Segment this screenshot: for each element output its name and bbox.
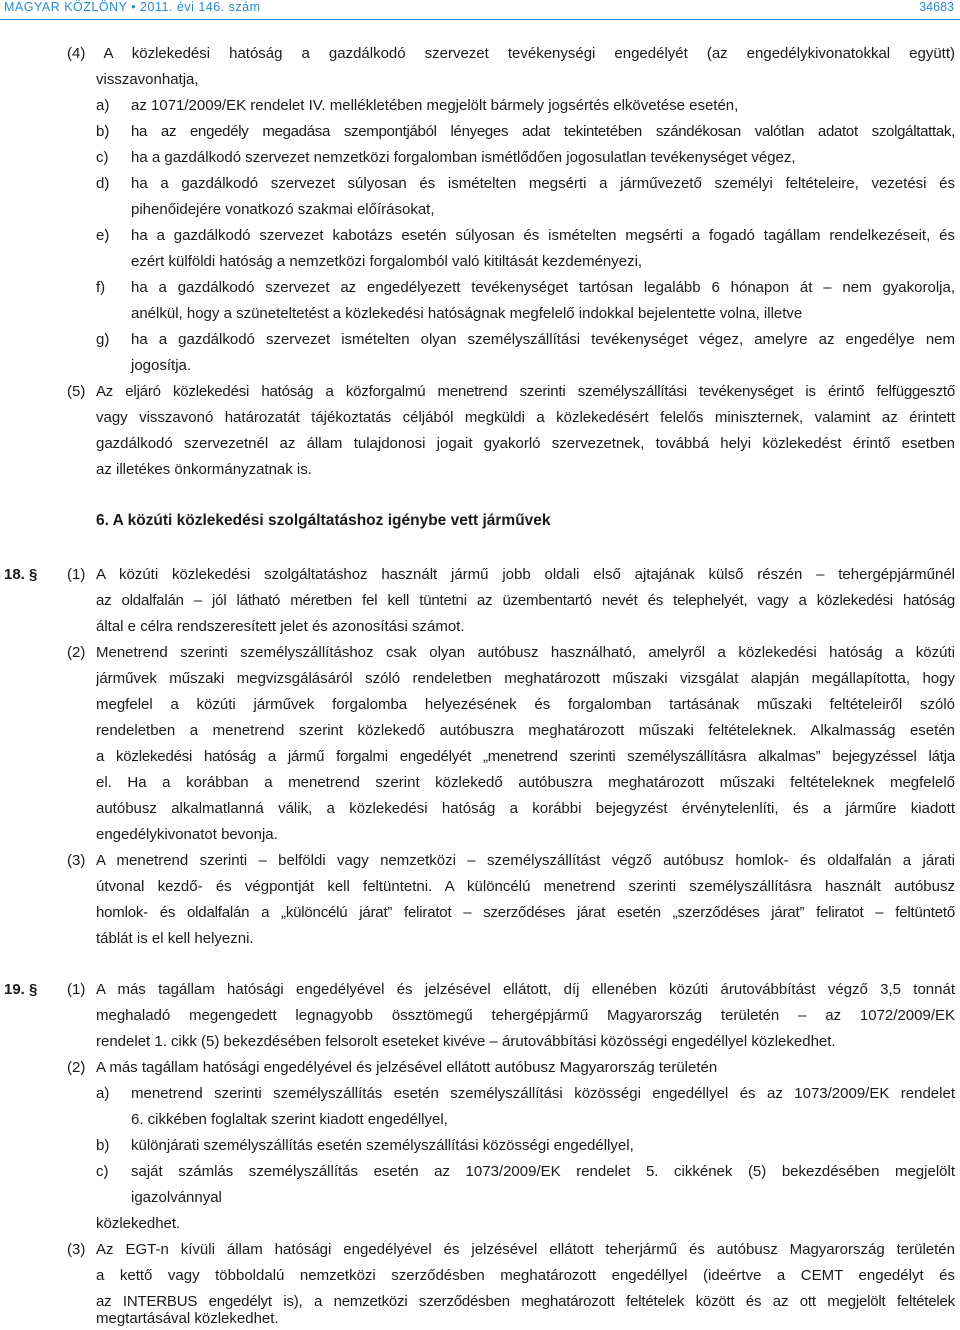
list-label: c)	[96, 1163, 109, 1180]
paragraph-number: (1)	[67, 981, 86, 998]
paragraph-line: el. Ha a korábban a menetrend szerint közlekedő autóbuszra meghatározott műszaki feltételeknek megfelelő	[96, 774, 955, 791]
journal-title: MAGYAR KÖZLÖNY • 2011. évi 146. szám	[4, 0, 261, 14]
list-item-text: ha a gazdálkodó szervezet az engedélyezett tevékenységet tartósan legalább 6 hónapon át – nem gyakorolja,	[131, 279, 955, 296]
paragraph-line: rendelet 1. cikk (5) bekezdésében felsorolt eseteket kivéve – árutovábbítási közösségi engedéllyel közlekedhet.	[96, 1033, 836, 1050]
paragraph-line: rendeletben a menetrend szerint közlekedő autóbuszra meghatározott műszaki feltételeknek. Alkalmasság esetén	[96, 722, 955, 739]
paragraph-number: (5)	[67, 383, 86, 400]
paragraph-number: (2)	[67, 644, 86, 661]
section-heading: 6. A közúti közlekedési szolgáltatáshoz igénybe vett járművek	[96, 512, 551, 529]
paragraph-line: Menetrend szerinti személyszállításhoz csak olyan autóbusz használható, amelyről a közlekedési hatóság a közúti	[96, 644, 955, 661]
list-item-text: különjárati személyszállítás esetén személyszállítási közösségi engedéllyel,	[131, 1137, 634, 1154]
list-label: a)	[96, 1085, 110, 1102]
list-label: c)	[96, 149, 109, 166]
paragraph-line: A menetrend szerinti – belföldi vagy nemzetközi – személyszállítást végző autóbusz homlok- és oldalfalán a járati	[96, 852, 955, 869]
list-item-text: ezért külföldi hatóság a nemzetközi forgalomból való kitiltását kezdeményezi,	[131, 253, 643, 270]
paragraph-line: a kettő vagy többoldalú nemzetközi szerződésben meghatározott engedéllyel (ideértve a CEMT engedélyt és	[96, 1267, 955, 1284]
list-item-text: pihenőidejére vonatkozó szakmai előírásokat,	[131, 201, 435, 218]
list-item-text: jogosítja.	[131, 357, 192, 374]
paragraph-line: autóbusz alkalmatlanná válik, a közlekedési hatóság a korábbi bejegyzést érvénytelenlíti, és a járműre kiadott	[96, 800, 955, 817]
paragraph-line: engedélykivonatot bevonja.	[96, 826, 278, 843]
paragraph-number: (3)	[67, 852, 86, 869]
page-number: 34683	[919, 0, 954, 14]
paragraph-line: táblát is el kell helyezni.	[96, 930, 254, 947]
paragraph-line: közlekedhet.	[96, 1215, 181, 1232]
paragraph-line: járművek műszaki megvizsgálásáról szóló rendeletben meghatározott műszaki vizsgálat alapján megállapította, hogy	[96, 670, 955, 687]
paragraph-line: Az eljáró közlekedési hatóság a közforgalmú menetrend szerinti személyszállítási tevékenységet is érintő felfüggesztő	[96, 383, 955, 400]
paragraph-line: az oldalfalán – jól látható méretben fel kell tüntetni az üzembentartó nevét és telephelyét, vagy a közlekedési hatóság	[96, 592, 955, 609]
list-item-text: 6. cikkében foglaltak szerint kiadott engedéllyel,	[131, 1111, 448, 1128]
paragraph-line: vagy visszavonó határozatát tájékoztatás céljából megküldi a közlekedésért felelős miniszternek, valamint az érintett	[96, 409, 955, 426]
page-header	[4, 0, 954, 14]
list-label: f)	[96, 279, 106, 296]
list-item-text: ha a gazdálkodó szervezet nemzetközi forgalomban ismétlődően jogosulatlan tevékenységet végez,	[131, 149, 796, 166]
list-item-text: anélkül, hogy a szüneteltetést a közlekedési hatóságnak megfelelő indokkal bejelentette volna, illetve	[131, 305, 803, 322]
list-label: a)	[96, 97, 110, 114]
paragraph-line: visszavonhatja,	[96, 71, 199, 88]
paragraph-line: (4) A közlekedési hatóság a gazdálkodó szervezet tevékenységi engedélyét (az engedélykivonatokkal együtt)	[67, 45, 955, 62]
paragraph-line: az illetékes önkormányzatnak is.	[96, 461, 312, 478]
list-item-text: ha a gazdálkodó szervezet súlyosan és ismételten megsérti a járművezető személyi feltételeire, vezetési és	[131, 175, 955, 192]
list-item-text: ha az engedély megadása szempontjából lényeges adat tekintetében szándékosan valótlan adatot szolgáltattak,	[131, 123, 955, 140]
section-number: 18. §	[4, 566, 38, 583]
paragraph-number: (1)	[67, 566, 86, 583]
paragraph-line: meghaladó megengedett legnagyobb össztömegű tehergépjármű Magyarország területén – az 1072/2009/EK	[96, 1007, 955, 1024]
paragraph-line: megfelel a közúti járművek forgalomba helyezésének és forgalomban tartásának műszaki feltételeiről szóló	[96, 696, 955, 713]
list-label: e)	[96, 227, 110, 244]
list-label: b)	[96, 1137, 110, 1154]
section-number: 19. §	[4, 981, 38, 998]
paragraph-line: A közúti közlekedési szolgáltatáshoz használt jármű jobb oldali első ajtajának külső részén – tehergépjárműnél	[96, 566, 955, 583]
paragraph-line: útvonal kezdő- és végpontját kell feltüntetni. A különcélú menetrend szerinti személyszállításra használt autóbusz	[96, 878, 955, 895]
paragraph-number: (2)	[67, 1059, 86, 1076]
paragraph-line: által e célra rendszeresített jelet és azonosítási számot.	[96, 618, 465, 635]
paragraph-line: homlok- és oldalfalán a „különcélú járat” feliratot – szerződéses járat esetén „szerződéses járat” feliratot – feltüntető	[96, 904, 955, 921]
paragraph-line: A más tagállam hatósági engedélyével és jelzésével ellátott autóbusz Magyarország területén	[96, 1059, 718, 1076]
paragraph-number: (3)	[67, 1241, 86, 1258]
paragraph-line: megtartásával közlekedhet.	[96, 1310, 279, 1327]
list-item-text: ha a gazdálkodó szervezet kabotázs esetén súlyosan és ismételten megsérti a fogadó tagállam rendelkezéseit, és	[131, 227, 955, 244]
list-label: g)	[96, 331, 110, 348]
paragraph-line: gazdálkodó szervezetnél az állam tulajdonosi jogait gyakorló szervezetnek, továbbá helyi közlekedést érintő esetben	[96, 435, 955, 452]
paragraph-line: a közlekedési hatóság a jármű forgalmi engedélyét „menetrend szerinti személyszállításra alkalmas” bejegyzéssel látja	[96, 748, 955, 765]
list-item-text: saját számlás személyszállítás esetén az 1073/2009/EK rendelet 5. cikkének (5) bekezdésében megjelölt	[131, 1163, 955, 1180]
list-item-text: igazolvánnyal	[131, 1189, 222, 1206]
list-item-text: az 1071/2009/EK rendelet IV. mellékletében megjelölt bármely jogsértés elkövetése esetén,	[131, 97, 739, 114]
list-label: b)	[96, 123, 110, 140]
paragraph-line: Az EGT-n kívüli állam hatósági engedélyével és jelzésével ellátott teherjármű és autóbusz Magyarország területén	[96, 1241, 955, 1258]
list-label: d)	[96, 175, 110, 192]
paragraph-line: az INTERBUS engedélyt is), a nemzetközi szerződésben meghatározott feltételek között és az ott megjelölt feltételek	[96, 1293, 955, 1310]
header-rule	[0, 19, 960, 20]
list-item-text: menetrend szerinti személyszállítás esetén személyszállítási közösségi engedéllyel és az 1073/2009/EK rendelet	[131, 1085, 955, 1102]
list-item-text: ha a gazdálkodó szervezet ismételten olyan személyszállítási tevékenységet végez, amelyre az engedélye nem	[131, 331, 955, 348]
paragraph-line: A más tagállam hatósági engedélyével és jelzésével ellátott, díj ellenében közúti árutovábbítást végző 3,5 tonnát	[96, 981, 955, 998]
